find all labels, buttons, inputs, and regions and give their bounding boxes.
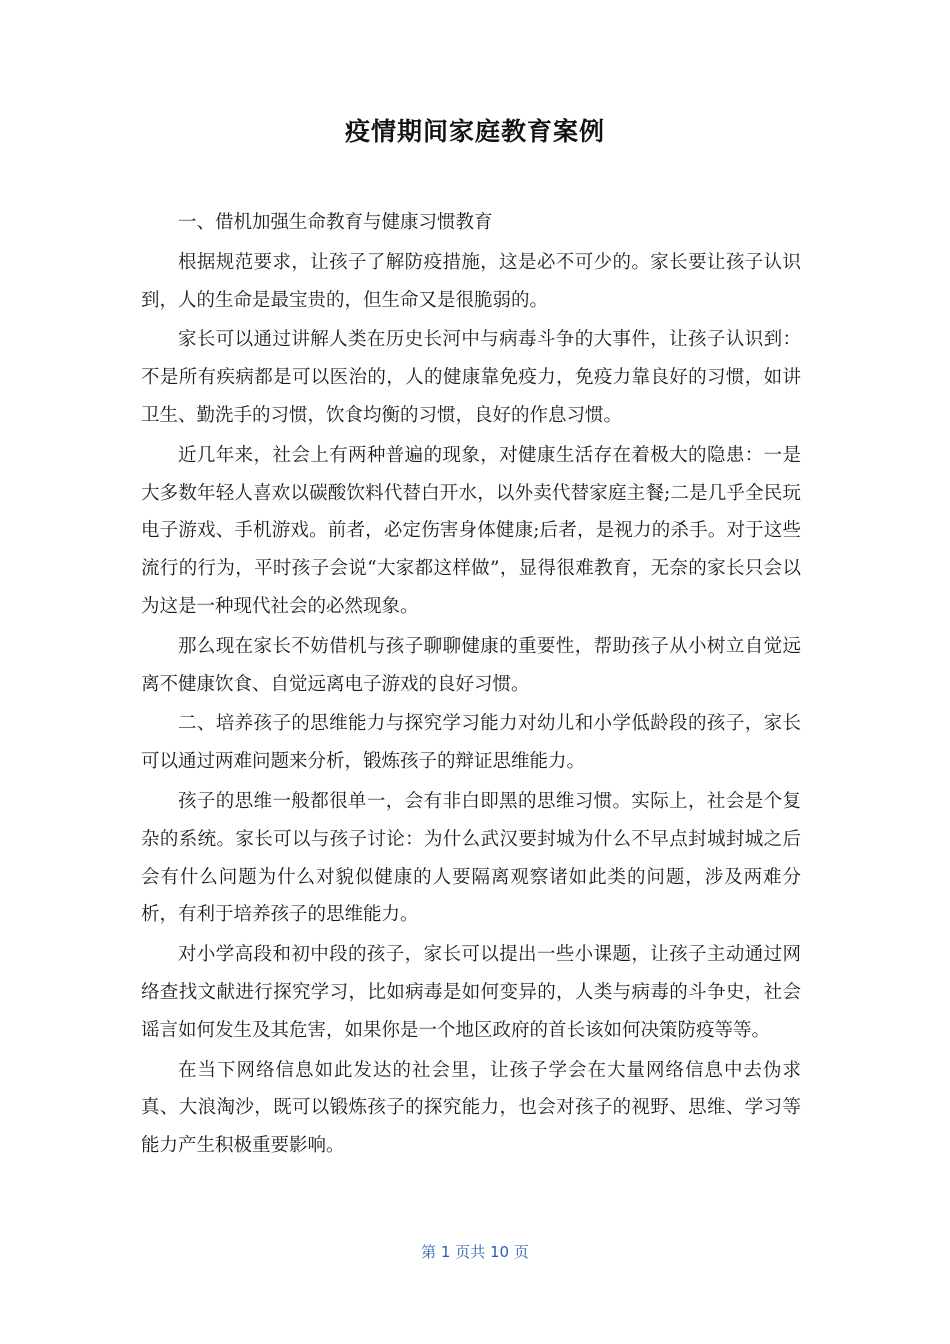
paragraph: 近几年来，社会上有两种普遍的现象，对健康生活存在着极大的隐患：一是大多数年轻人喜欢以碳酸饮料代替白开水，以外卖代替家庭主餐;二是几乎全民玩电子游戏、手机游戏。前者，必定伤害身体健康;后者，是视力的杀手。对于这些流行的行为，平时孩子会说“大家都这样做”，显得很难教育，无奈的家长只会以为这是一种现代社会的必然现象。: [141, 444, 801, 617]
section-heading-2: 二、培养孩子的思维能力与探究学习能力对幼儿和小学低龄段的孩子，家长可以通过两难问题来分析，锻炼孩子的辩证思维能力。: [141, 713, 801, 773]
paragraph: 家长可以通过讲解人类在历史长河中与病毒斗争的大事件，让孩子认识到：不是所有疾病都是可以医治的，人的健康靠免疫力，免疫力靠良好的习惯，如讲卫生、勤洗手的习惯，饮食均衡的习惯，良好的作息习惯。: [141, 329, 801, 426]
document-body: [141, 204, 801, 1167]
section-heading-1: 一、借机加强生命教育与健康习惯教育: [178, 212, 493, 233]
footer-current-page: 1: [440, 1243, 451, 1261]
paragraph: 那么现在家长不妨借机与孩子聊聊健康的重要性，帮助孩子从小树立自觉远离不健康饮食、自觉远离电子游戏的良好习惯。: [141, 635, 801, 695]
paragraph: 根据规范要求，让孩子了解防疫措施，这是必不可少的。家长要让孩子认识到，人的生命是最宝贵的，但生命又是很脆弱的。: [141, 251, 801, 311]
footer-middle: 页共: [455, 1243, 486, 1261]
footer-suffix: 页: [513, 1243, 529, 1261]
paragraph: 孩子的思维一般都很单一，会有非白即黑的思维习惯。实际上，社会是个复杂的系统。家长可以与孩子讨论：为什么武汉要封城为什么不早点封城封城之后会有什么问题为什么对貌似健康的人要隔离观察诸如此类的问题，涉及两难分析，有利于培养孩子的思维能力。: [141, 790, 801, 926]
footer-total-pages: 10: [490, 1243, 510, 1261]
footer-prefix: 第: [421, 1243, 437, 1261]
page-footer: [0, 1241, 950, 1262]
document-title: 疫情期间家庭教育案例: [344, 117, 605, 146]
paragraph: 对小学高段和初中段的孩子，家长可以提出一些小课题，让孩子主动通过网络查找文献进行探究学习，比如病毒是如何变异的，人类与病毒的斗争史，社会谣言如何发生及其危害，如果你是一个地区政府的首长该如何决策防疫等等。: [141, 944, 801, 1041]
paragraph: 在当下网络信息如此发达的社会里，让孩子学会在大量网络信息中去伪求真、大浪淘沙，既可以锻炼孩子的探究能力，也会对孩子的视野、思维、学习等能力产生积极重要影响。: [141, 1059, 801, 1157]
